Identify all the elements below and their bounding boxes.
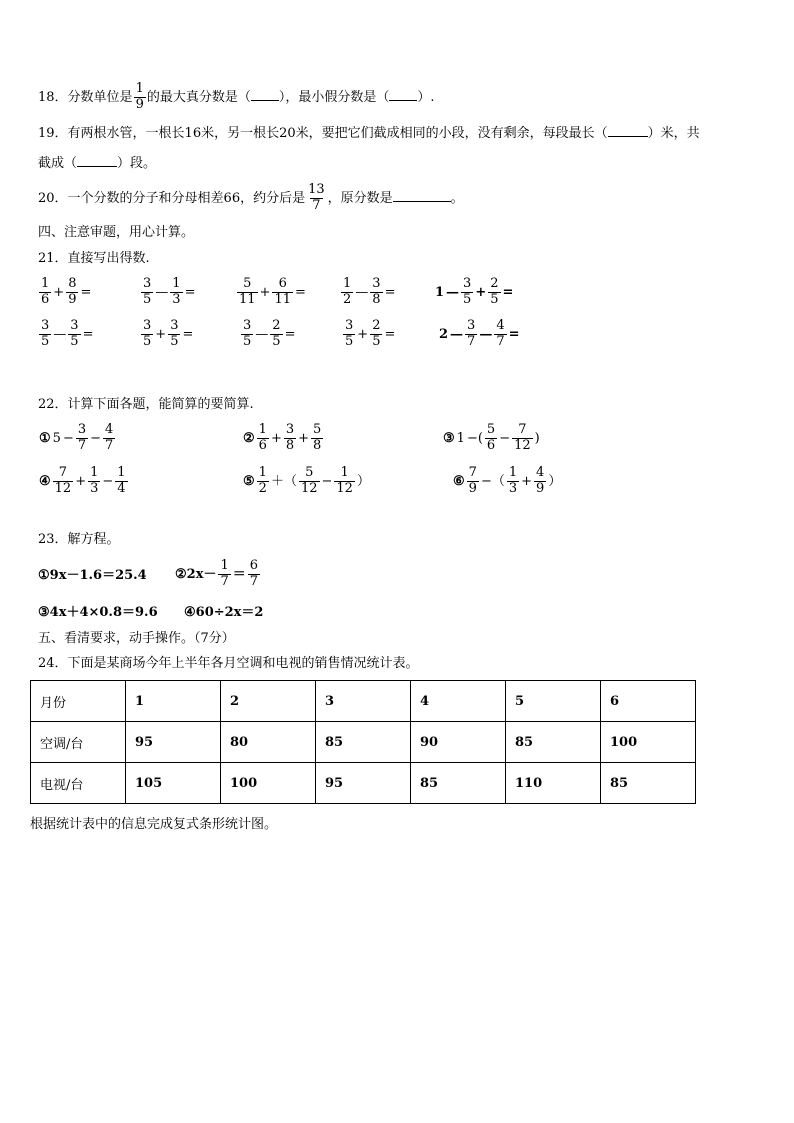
q20-fraction bbox=[306, 183, 327, 214]
q19-blank-1[interactable] bbox=[608, 136, 648, 137]
q21-item-3: $\frac{5}{11}$ + $\frac{6}{11}$ = bbox=[239, 276, 306, 307]
q22-item-2: ② $\frac{1}{6}$ + $\frac{3}{8}$ + $\frac{5}{8}$ bbox=[243, 422, 322, 453]
table-row bbox=[31, 722, 696, 763]
q23-equation-3: ③4x＋4×0.8＝9.6 bbox=[38, 605, 158, 620]
q18-fraction bbox=[134, 82, 146, 113]
q23-equation-4: ④60÷2x＝2 bbox=[184, 605, 264, 620]
q21-item-6: $\frac{3}{5}$ — $\frac{3}{5}$ = bbox=[41, 318, 94, 349]
q21-item-4: $\frac{1}{2}$ — $\frac{3}{8}$ = bbox=[343, 276, 396, 307]
section-4-heading: 四、注意审题，用心计算。 bbox=[38, 225, 195, 240]
table-cell: 85 bbox=[601, 763, 696, 804]
q18-fraction-numerator: 1 bbox=[135, 81, 144, 96]
table-cell: 105 bbox=[126, 763, 221, 804]
table-cell: 85 bbox=[411, 763, 506, 804]
table-cell: 空调/台 bbox=[31, 722, 126, 763]
q23-title: 23．解方程。 bbox=[38, 532, 120, 547]
q22-item-5: ⑤ $\frac{1}{2}$ ＋（ $\frac{5}{12}$ − $\frac{1}{12}$ ） bbox=[243, 465, 370, 496]
section-5-heading: 五、看清要求，动手操作。（7分） bbox=[38, 631, 235, 646]
table-cell: 80 bbox=[221, 722, 316, 763]
q21-item-2: $\frac{3}{5}$ — $\frac{1}{3}$ = bbox=[143, 276, 196, 307]
q20-blank[interactable] bbox=[393, 201, 451, 202]
table-row bbox=[31, 763, 696, 804]
q18-text-a: 分数单位是 bbox=[67, 89, 133, 105]
question-19-line-2 bbox=[38, 157, 156, 170]
table-cell: 月份 bbox=[31, 681, 126, 722]
q20-text-c: 。 bbox=[450, 190, 464, 206]
question-19-line-1 bbox=[38, 127, 700, 140]
q19-text-1-end: ）米，共 bbox=[647, 126, 700, 141]
q19-text-2b: ）段。 bbox=[117, 156, 157, 171]
q18-number: 18． bbox=[38, 89, 68, 105]
question-18 bbox=[38, 82, 435, 113]
q21-item-5: 1 — $\frac{3}{5}$ + $\frac{2}{5}$ = bbox=[435, 276, 514, 307]
q21-title: 21．直接写出得数. bbox=[38, 251, 150, 266]
table-cell: 85 bbox=[316, 722, 411, 763]
q18-text-c: ），最小假分数是（ bbox=[278, 89, 390, 105]
q23-equation-1: ①9x－1.6＝25.4 bbox=[38, 568, 147, 583]
q18-blank-2[interactable] bbox=[389, 100, 417, 101]
q21-item-1: $\frac{1}{6}$ + $\frac{8}{9}$ = bbox=[41, 276, 92, 307]
table-cell: 1 bbox=[126, 681, 221, 722]
q19-blank-2[interactable] bbox=[77, 166, 117, 167]
sales-statistics-table bbox=[30, 680, 696, 804]
table-cell: 85 bbox=[506, 722, 601, 763]
table-cell: 电视/台 bbox=[31, 763, 126, 804]
table-cell: 2 bbox=[221, 681, 316, 722]
table-cell: 100 bbox=[221, 763, 316, 804]
table-cell: 5 bbox=[506, 681, 601, 722]
q24-note: 根据统计表中的信息完成复式条形统计图。 bbox=[30, 817, 278, 832]
q18-fraction-denominator: 9 bbox=[135, 96, 144, 112]
table-cell: 3 bbox=[316, 681, 411, 722]
q19-text-2a: 截成（ bbox=[38, 156, 78, 171]
q21-item-10: 2 — $\frac{3}{7}$ — $\frac{4}{7}$ = bbox=[439, 318, 520, 349]
q21-item-8: $\frac{3}{5}$ — $\frac{2}{5}$ = bbox=[243, 318, 296, 349]
q22-title: 22．计算下面各题，能简算的要简算. bbox=[38, 397, 254, 412]
table-cell: 95 bbox=[126, 722, 221, 763]
q20-fraction-numerator: 13 bbox=[308, 182, 325, 197]
table-cell: 110 bbox=[506, 763, 601, 804]
table-cell: 6 bbox=[601, 681, 696, 722]
q24-title: 24．下面是某商场今年上半年各月空调和电视的销售情况统计表。 bbox=[38, 656, 419, 671]
q22-item-6: ⑥ $\frac{7}{9}$ −（ $\frac{1}{3}$ + $\frac{4}{9}$ ） bbox=[453, 465, 562, 496]
table-cell: 100 bbox=[601, 722, 696, 763]
q23-equation-2: ②2x－ $\frac{1}{7}$ ＝ $\frac{6}{7}$ bbox=[175, 558, 259, 589]
q19-text-1: 19．有两根水管，一根长16米，另一根长20米，要把它们截成相同的小段，没有剩余，每段最长（ bbox=[38, 126, 608, 141]
table-cell: 90 bbox=[411, 722, 506, 763]
q21-item-9: $\frac{3}{5}$ + $\frac{2}{5}$ = bbox=[345, 318, 396, 349]
q20-fraction-denominator: 7 bbox=[312, 197, 321, 213]
q18-blank-1[interactable] bbox=[251, 100, 279, 101]
q18-text-b: 的最大真分数是（ bbox=[146, 89, 251, 105]
table-header-row bbox=[31, 681, 696, 722]
q18-text-d: ）. bbox=[417, 89, 435, 105]
q22-item-1: ① 5 − $\frac{3}{7}$ − $\frac{4}{7}$ bbox=[39, 422, 114, 453]
q22-item-4: ④ $\frac{7}{12}$ + $\frac{1}{3}$ − $\frac{1}{4}$ bbox=[39, 465, 126, 496]
question-20 bbox=[38, 183, 464, 214]
q20-text-b: ，原分数是 bbox=[327, 190, 393, 206]
table-cell: 4 bbox=[411, 681, 506, 722]
q20-text-a: 20．一个分数的分子和分母相差66，约分后是 bbox=[38, 190, 306, 206]
q21-item-7: $\frac{3}{5}$ + $\frac{3}{5}$ = bbox=[143, 318, 194, 349]
q22-item-3: ③ 1 −( $\frac{5}{6}$ − $\frac{7}{12}$ ) bbox=[443, 422, 540, 453]
table-cell: 95 bbox=[316, 763, 411, 804]
